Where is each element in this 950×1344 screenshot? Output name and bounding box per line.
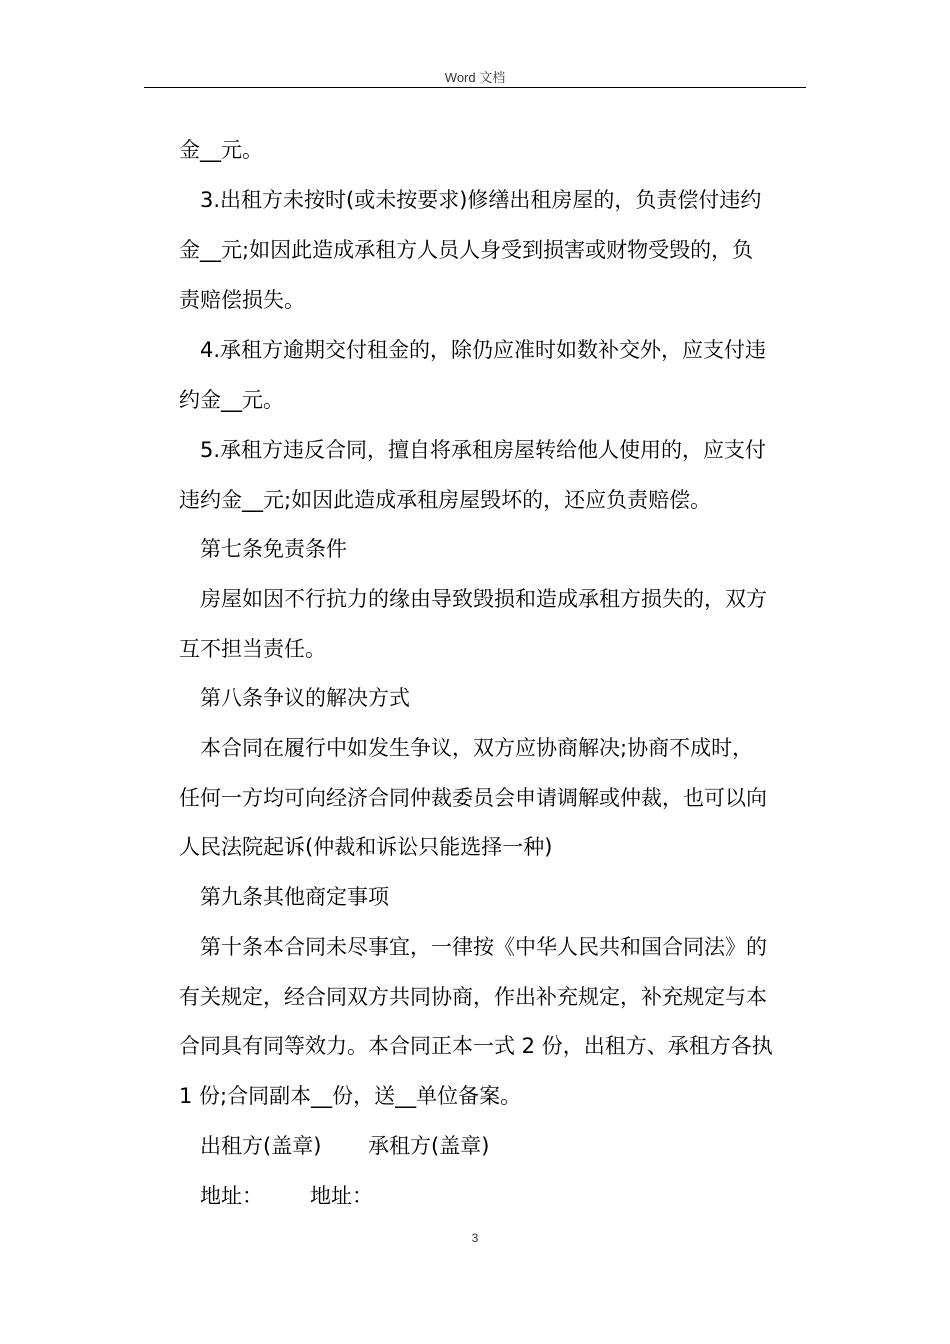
body-line: 3.出租方未按时(或未按要求)修缮出租房屋的，负责偿付违约 xyxy=(200,188,762,212)
body-line: 本合同在履行中如发生争议，双方应协商解决;协商不成时， xyxy=(200,736,754,760)
lessee-seal-label: 承租方(盖章) xyxy=(368,1134,490,1158)
body-line: 责赔偿损失。 xyxy=(179,288,305,312)
page-number: 3 xyxy=(471,1231,479,1245)
body-line: 5.承租方违反合同，擅自将承租房屋转给他人使用的，应支付 xyxy=(200,438,767,462)
body-line: 人民法院起诉(仲裁和诉讼只能选择一种) xyxy=(179,835,553,859)
body-line: 任何一方均可向经济合同仲裁委员会申请调解或仲裁，也可以向 xyxy=(179,786,767,810)
body-line: 合同具有同等效力。本合同正本一式 2 份，出租方、承租方各执 xyxy=(179,1034,773,1058)
header-divider xyxy=(144,87,806,88)
body-line: 房屋如因不行抗力的缘由导致毁损和造成承租方损失的，双方 xyxy=(200,587,767,611)
section-heading: 第八条争议的解决方式 xyxy=(200,686,410,710)
lessor-seal-label: 出租方(盖章) xyxy=(200,1134,322,1158)
body-line: 1 份;合同副本__份，送__单位备案。 xyxy=(179,1084,522,1108)
body-line: 互不担当责任。 xyxy=(179,637,326,661)
body-line: 第十条本合同未尽事宜，一律按《中华人民共和国合同法》的 xyxy=(200,935,767,959)
body-line: 4.承租方逾期交付租金的，除仍应准时如数补交外，应支付违 xyxy=(200,338,767,362)
body-line: 金__元;如因此造成承租方人员人身受到损害或财物受毁的，负 xyxy=(179,238,754,262)
body-line: 约金__元。 xyxy=(179,388,284,412)
body-line: 违约金__元;如因此造成承租房屋毁坏的，还应负责赔偿。 xyxy=(179,488,712,512)
lessor-address-label: 地址： xyxy=(200,1184,263,1208)
section-heading: 第七条免责条件 xyxy=(200,537,347,561)
body-line: 金__元。 xyxy=(179,138,263,162)
body-line: 有关规定，经合同双方共同协商，作出补充规定，补充规定与本 xyxy=(179,985,767,1009)
lessee-address-label: 地址： xyxy=(310,1184,373,1208)
section-heading: 第九条其他商定事项 xyxy=(200,885,389,909)
header-title: Word 文档 xyxy=(444,70,506,85)
